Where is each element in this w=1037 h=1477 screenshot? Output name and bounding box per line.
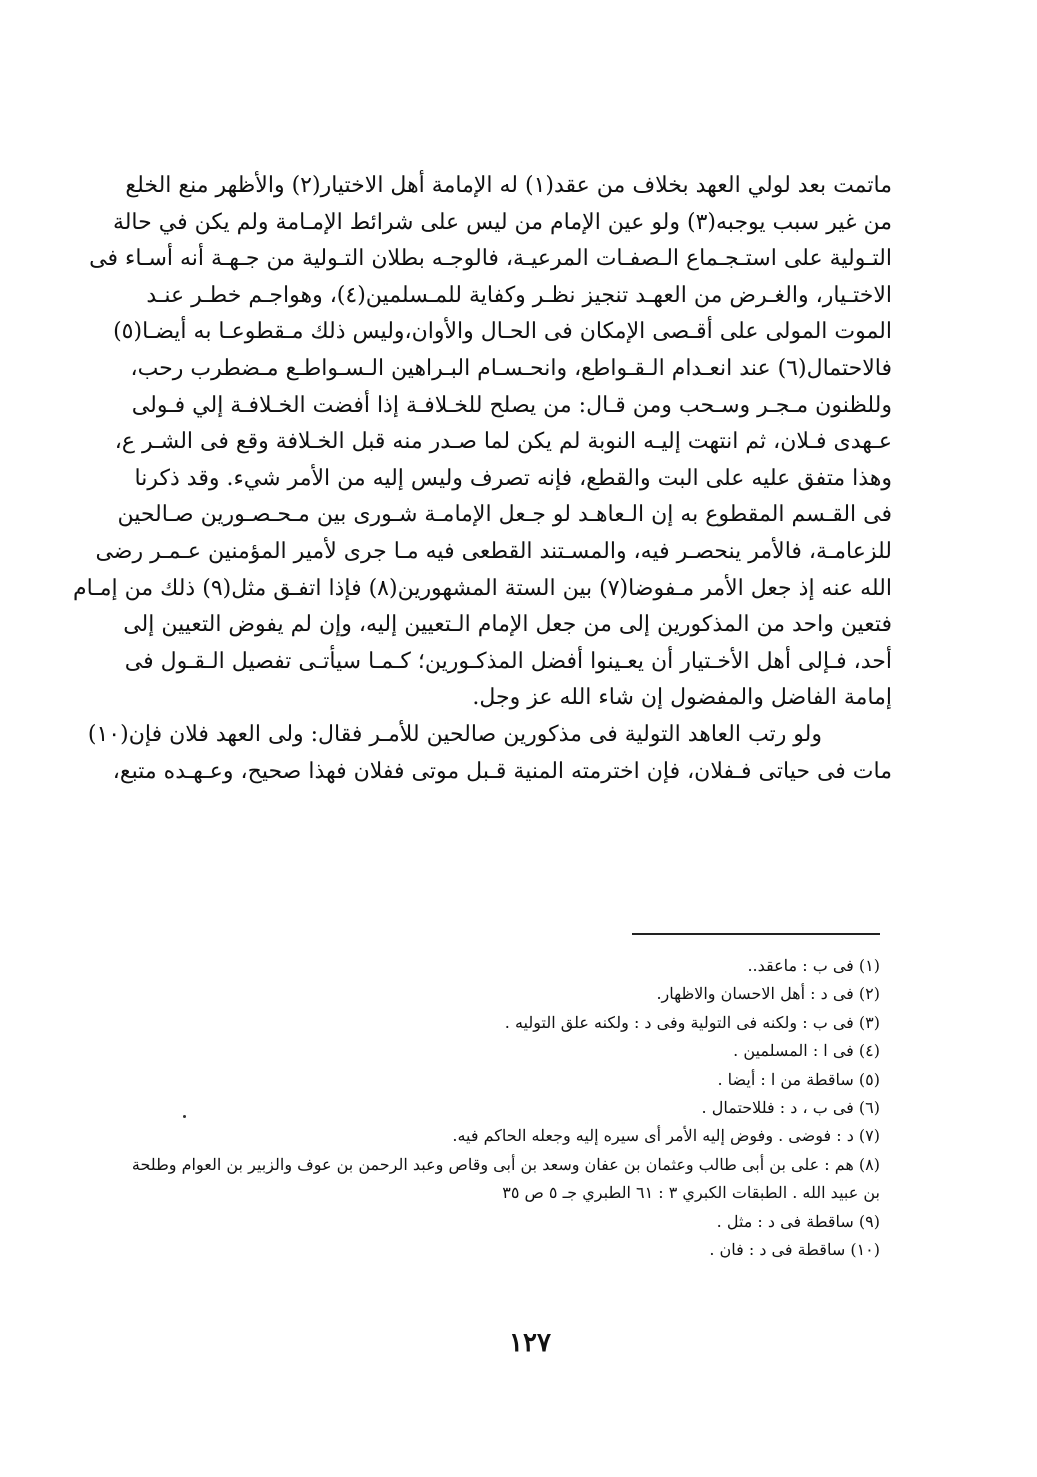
body-line: فى القـسم المقطوع به إن الـعاهـد لو جـعل الإمامـة شـورى بين مـحـصـورين صـالحين <box>117 502 892 528</box>
scan-speck <box>183 1115 186 1118</box>
body-line: ولو رتب العاهد التولية فى مذكورين صالحين للأمـر فقال: ولى العهد فلان فإن(١٠) <box>87 721 822 747</box>
footnote: (٦) فى ب ، د : فللاحتمال . <box>701 1097 880 1117</box>
body-line: التـولية على استـجـماع الـصفـات المرعيـة، فالوجـه بطلان التـولية من جـهـة أنه أسـاء فى <box>89 246 892 272</box>
footnote: (١٠) ساقطة فى د : فان . <box>709 1239 880 1259</box>
body-line: الموت المولى على أقـصى الإمكان فى الحـال والأوان،وليس ذلك مـقطوعـا به أيضـا(٥) <box>113 319 892 345</box>
footnotes <box>131 952 880 1264</box>
footnote: (٥) ساقطة من ا : أيضا . <box>717 1069 880 1089</box>
body-line: للزعامـة، فالأمر ينحصـر فيه، والمسـتند القطعى فيه مـا جرى لأمير المؤمنين عـمـر رضى <box>95 538 892 564</box>
footnote: (٨) هم : على بن أبى طالب وعثمان بن عفان وسعد بن أبى وقاص وعبد الرحمن بن عوف والزبير بن العوام وطلحة <box>131 1154 880 1174</box>
body-line: أحد، فـإلى أهل الأخـتيار أن يعـينوا أفضل المذكـورين؛ كـمـا سيأتـى تفصيل الـقـول فى <box>124 648 892 674</box>
body-line: عـهدى فـلان، ثم انتهت إليـه النوبة لم يكن لما صـدر منه قبل الخـلافة وقع فى الشـر ع، <box>114 429 892 455</box>
footnote: (٧) د : فوضى . وفوض إليه الأمر أى سيره إليه وجعله الحاكم فيه. <box>452 1126 880 1146</box>
main-body-text <box>73 168 892 790</box>
body-line: الاختـيار، والغـرض من العهـد تنجيز نظـر وكفاية للمـسلمين(٤)، وهواجـم خطـر عنـد <box>146 282 892 308</box>
footnote: (٤) فى ا : المسلمين . <box>733 1041 880 1061</box>
body-line: الله عنه إذ جعل الأمر مـفوضا(٧) بين الستة المشهورين(٨) فإذا اتفـق مثل(٩) ذلك من إمـام <box>73 575 892 601</box>
body-line: وللظنون مـجـر وسـحب ومن قـال: من يصلح للخـلافـة إذا أفضت الخـلافـة إلي فـولى <box>131 392 892 418</box>
footnote: (٣) فى ب : ولكنه فى التولية وفى د : ولكنه علق التوليه . <box>504 1012 880 1032</box>
footnote: (١) فى ب : ماعقد.. <box>747 956 880 975</box>
footnote-separator <box>632 933 880 935</box>
body-line: إمامة الفاضل والمفضول إن شاء الله عز وجل. <box>472 685 892 711</box>
page-number: ١٢٧ <box>509 1328 551 1358</box>
body-line: فتعين واحد من المذكورين إلى من جعل الإمام الـتعيين إليه، وإن لم يفوض التعيين إلى <box>123 612 892 638</box>
footnote: (٢) فى د : أهل الاحسان والاظهار. <box>656 984 880 1004</box>
body-line: مات فى حياتى فـفلان، فإن اخترمته المنية قـبل موتى ففلان فهذا صحيح، وعـهـده متبع، <box>112 758 892 784</box>
footnote: (٩) ساقطة فى د : مثل . <box>716 1211 880 1231</box>
footnote-continuation: بن عبيد الله . الطبقات الكبري ٣ : ٦١ الطبري جـ ٥ ص ٣٥ <box>502 1183 880 1203</box>
body-line: ماتمت بعد لولي العهد بخلاف من عقد(١) له الإمامة أهل الاختيار(٢) والأظهر منع الخلع <box>125 173 892 198</box>
body-line: فالاحتمال(٦) عند انعـدام الـقـواطع، وانحـسـام البـراهين الـسـواطـع مـضطرب رحب، <box>130 355 892 381</box>
body-line: من غير سبب يوجبه(٣) ولو عين الإمام من ليس على شرائط الإمـامة ولم يكن في حالة <box>112 209 892 235</box>
body-line: وهذا متفق عليه على البت والقطع، فإنه تصرف وليس إليه من الأمر شيء. وقد ذكرنا <box>134 465 892 491</box>
